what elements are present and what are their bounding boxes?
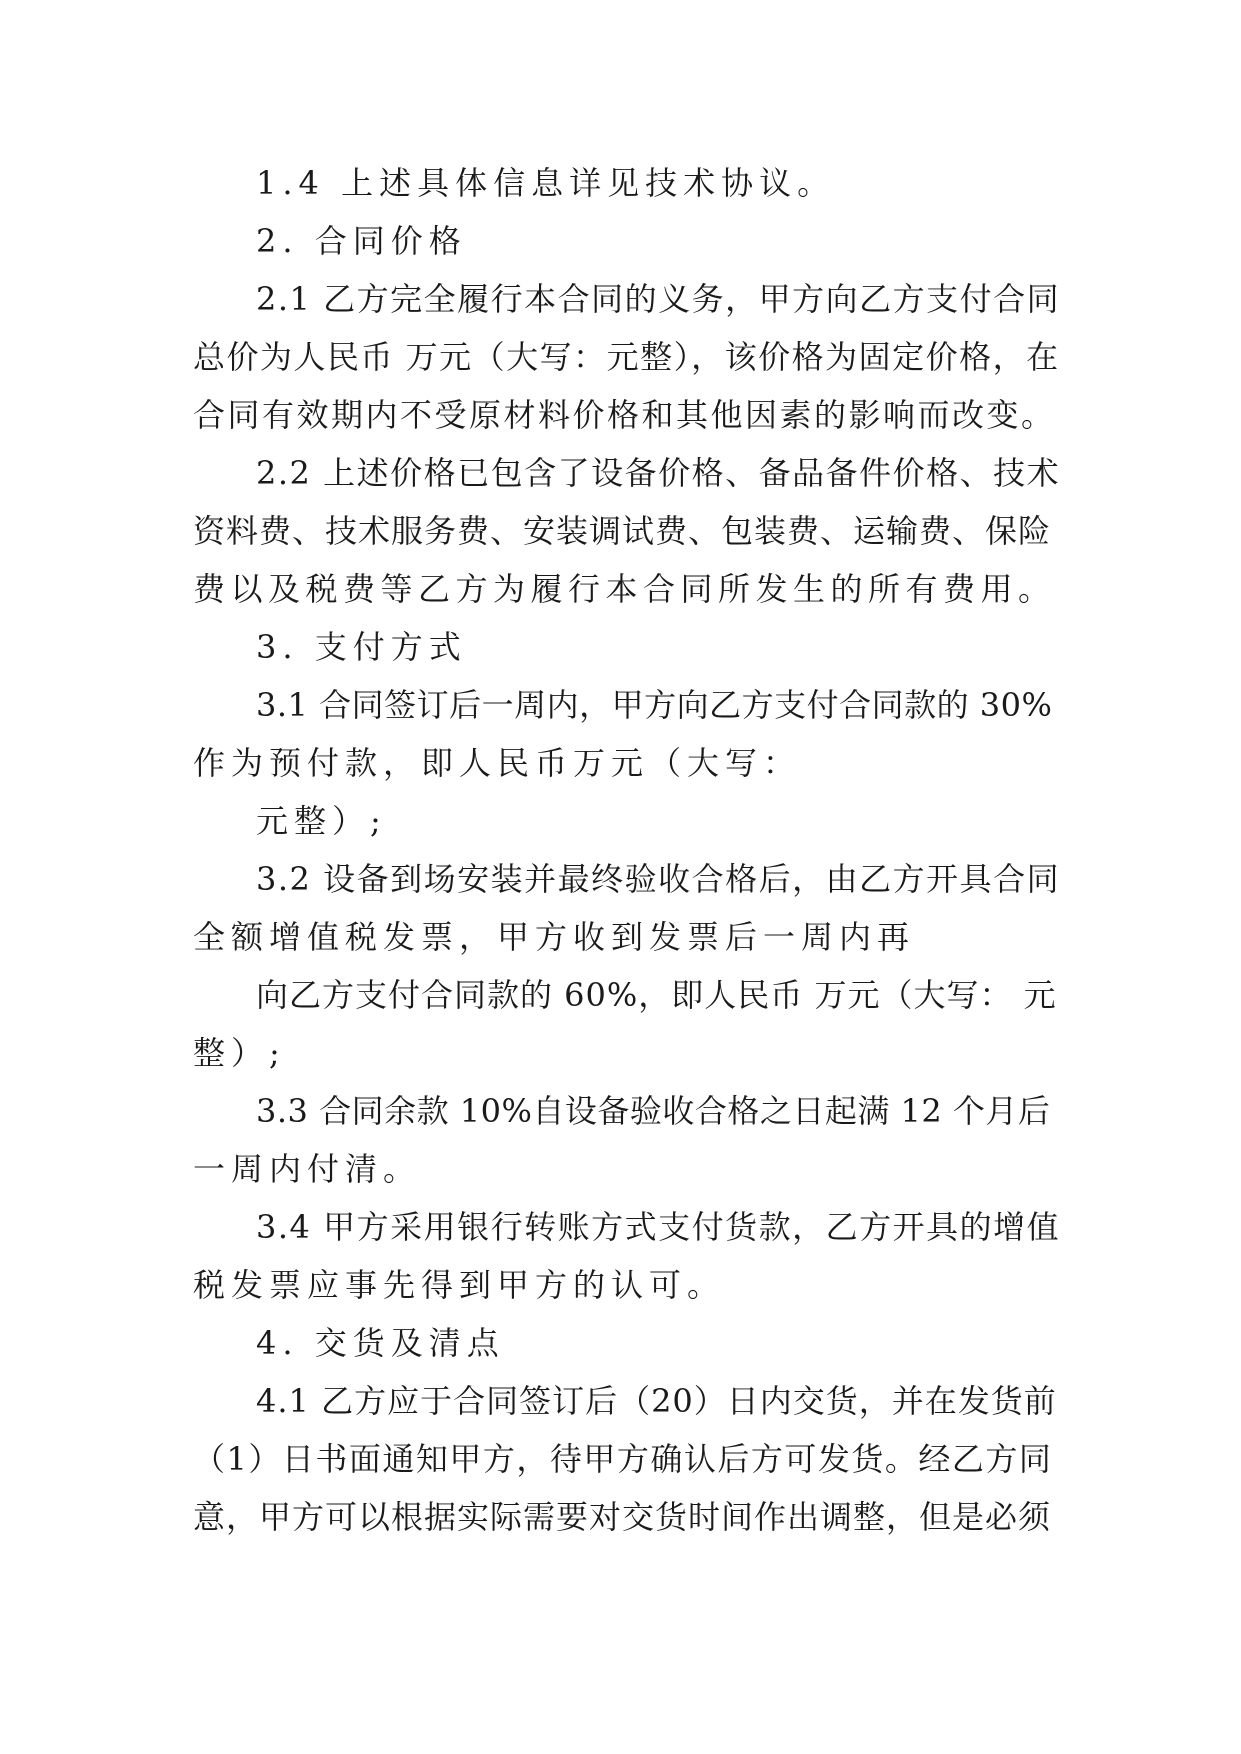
- text-line: 整）;: [193, 1034, 286, 1072]
- section-heading: 3. 支付方式: [256, 628, 467, 666]
- text-line: 总价为人民币 万元（大写：元整），该价格为固定价格，在: [193, 338, 1060, 376]
- text-line: 合同有效期内不受原材料价格和其他因素的影响而改变。: [193, 396, 1056, 434]
- text-line: 资料费、技术服务费、安装调试费、包装费、运输费、保险: [193, 512, 1052, 550]
- text-line: 全额增值税发票，甲方收到发票后一周内再: [193, 918, 916, 956]
- text-line: （1）日书面通知甲方，待甲方确认后方可发货。经乙方同: [193, 1440, 1053, 1478]
- text-line: 向乙方支付合同款的 60%，即人民币 万元（大写： 元: [256, 976, 1057, 1014]
- text-line: 元整）;: [256, 802, 387, 840]
- text-line: 2.1 乙方完全履行本合同的义务，甲方向乙方支付合同: [256, 280, 1061, 318]
- text-line: 税发票应事先得到甲方的认可。: [193, 1266, 726, 1304]
- text-line: 一周内付清。: [193, 1150, 422, 1188]
- text-line: 4.1 乙方应于合同签订后（20）日内交货，并在发货前: [256, 1382, 1057, 1420]
- section-heading: 2. 合同价格: [256, 222, 467, 260]
- text-line: 2.2 上述价格已包含了设备价格、备品备件价格、技术: [256, 454, 1061, 492]
- section-heading: 4. 交货及清点: [256, 1324, 505, 1362]
- text-line: 意，甲方可以根据实际需要对交货时间作出调整，但是必须: [193, 1498, 1052, 1536]
- text-line: 3.1 合同签订后一周内，甲方向乙方支付合同款的 30%: [256, 686, 1053, 724]
- text-line: 费以及税费等乙方为履行本合同所发生的所有费用。: [193, 570, 1056, 608]
- text-line: 作为预付款，即人民币万元（大写：: [193, 744, 802, 782]
- text-line: 3.3 合同余款 10%自设备验收合格之日起满 12 个月后: [256, 1092, 1051, 1130]
- text-line: 3.4 甲方采用银行转账方式支付货款，乙方开具的增值: [256, 1208, 1061, 1246]
- text-line: 3.2 设备到场安装并最终验收合格后，由乙方开具合同: [256, 860, 1061, 898]
- text-line: 1.4 上述具体信息详见技术协议。: [256, 164, 836, 202]
